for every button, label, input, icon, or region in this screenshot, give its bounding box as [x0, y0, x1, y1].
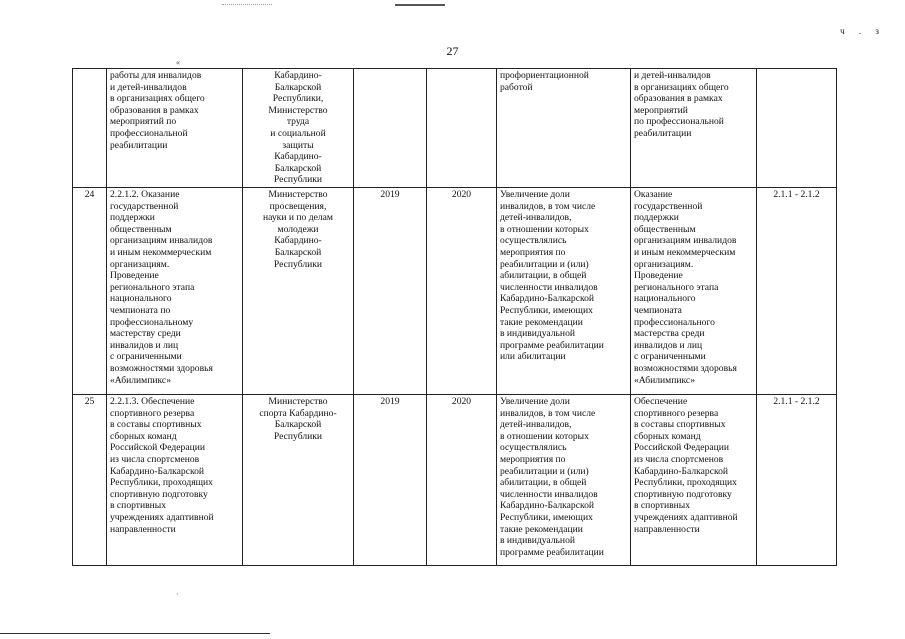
measure-cell: работы для инвалидов и детей-инвалидов в организациях общего образования в рамках мероприятий по профессиональной реабилитации [107, 69, 243, 188]
indicators-cell [757, 69, 837, 188]
indicators-cell: 2.1.1 - 2.1.2 [757, 188, 837, 395]
footer-rule [0, 633, 270, 634]
row-number-cell: 24 [73, 188, 107, 395]
table-row [73, 395, 837, 566]
effect-cell: Увеличение доли инвалидов, в том числе детей-инвалидов, в отношении которых осуществлялись мероприятия по реабилитации и (или) абилитации, в общей численности инвалидов Кабардино-Балкарской Республики, имеющих такие рекомендации в индивидуальной программе реабилитации или абилитации [497, 188, 631, 395]
stray-mark-bottom: · [176, 590, 179, 599]
result-cell: и детей-инвалидов в организациях общего образования в рамках мероприятий по профессиональной реабилитации [631, 69, 757, 188]
start-year-cell: 2019 [354, 395, 427, 566]
executor-cell: Министерство просвещения, науки и по делам молодежи Кабардино- Балкарской Республики [243, 188, 354, 395]
row-number-cell: 25 [73, 395, 107, 566]
effect-cell: Увеличение доли инвалидов, в том числе детей-инвалидов, в отношении которых осуществлялись мероприятия по реабилитации и (или) абилитации, в общей численности инвалидов Кабардино-Балкарской Республики, имеющих такие рекомендации в индивидуальной программе реабилитации [497, 395, 631, 566]
end-year-cell: 2020 [427, 188, 497, 395]
page-number: 27 [446, 44, 459, 58]
corner-mark: ч . з [840, 26, 885, 36]
start-year-cell [354, 69, 427, 188]
table-row [73, 188, 837, 395]
scan-artifact-top-left [222, 4, 272, 6]
result-cell: Обеспечение спортивного резерва в составы спортивных сборных команд Российской Федерации из числа спортсменов Кабардино-Балкарской Республики, проходящих спортивную подготовку в спортивных учреждениях адаптивной направленности [631, 395, 757, 566]
executor-cell: Министерство спорта Кабардино- Балкарской Республики [243, 395, 354, 566]
table-row [73, 69, 837, 188]
scan-artifact-top [395, 4, 445, 6]
row-number-cell [73, 69, 107, 188]
effect-cell: профориентационной работой [497, 69, 631, 188]
measures-table [72, 68, 837, 566]
indicators-cell: 2.1.1 - 2.1.2 [757, 395, 837, 566]
executor-cell: Кабардино- Балкарской Республики, Министерство труда и социальной защиты Кабардино- Балкарской Республики [243, 69, 354, 188]
measure-cell: 2.2.1.3. Обеспечение спортивного резерва в составы спортивных сборных команд Российской Федерации из числа спортсменов Кабардино-Балкарской Республики, проходящих спортивную подготовку в спортивных учреждениях адаптивной направленности [107, 395, 243, 566]
end-year-cell [427, 69, 497, 188]
measure-cell: 2.2.1.2. Оказание государственной поддержки общественным организациям инвалидов и иным некоммерческим организациям. Проведение регионального этапа национального чемпионата по профессиональному мастерству среди инвалидов и лиц с ограниченными возможностями здоровья «Абилимпикс» [107, 188, 243, 395]
stray-mark-top: « [176, 58, 180, 67]
start-year-cell: 2019 [354, 188, 427, 395]
end-year-cell: 2020 [427, 395, 497, 566]
result-cell: Оказание государственной поддержки общественным организациям инвалидов и иным некоммерческим организациям. Проведение регионального этапа национального чемпионата профессионального мастерства среди инвалидов и лиц с ограниченными возможностями здоровья «Абилимпикс» [631, 188, 757, 395]
